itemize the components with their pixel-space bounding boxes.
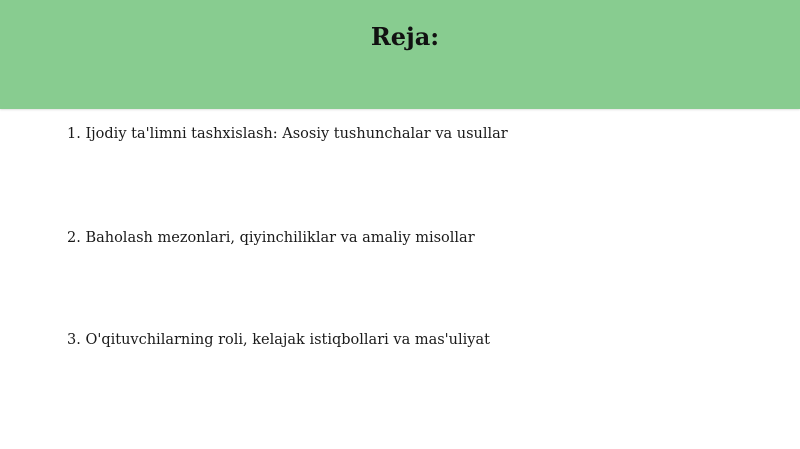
slide-title: Reja:: [370, 22, 440, 51]
plan-item-2: 2. Baholash mezonlari, qiyinchiliklar va amaliy misollar: [67, 230, 475, 246]
plan-item-1: 1. Ijodiy ta'limni tashxislash: Asosiy tushunchalar va usullar: [67, 126, 508, 142]
slide-header: [0, 0, 800, 109]
plan-item-3: 3. O'qituvchilarning roli, kelajak istiqbollari va mas'uliyat: [67, 332, 490, 348]
